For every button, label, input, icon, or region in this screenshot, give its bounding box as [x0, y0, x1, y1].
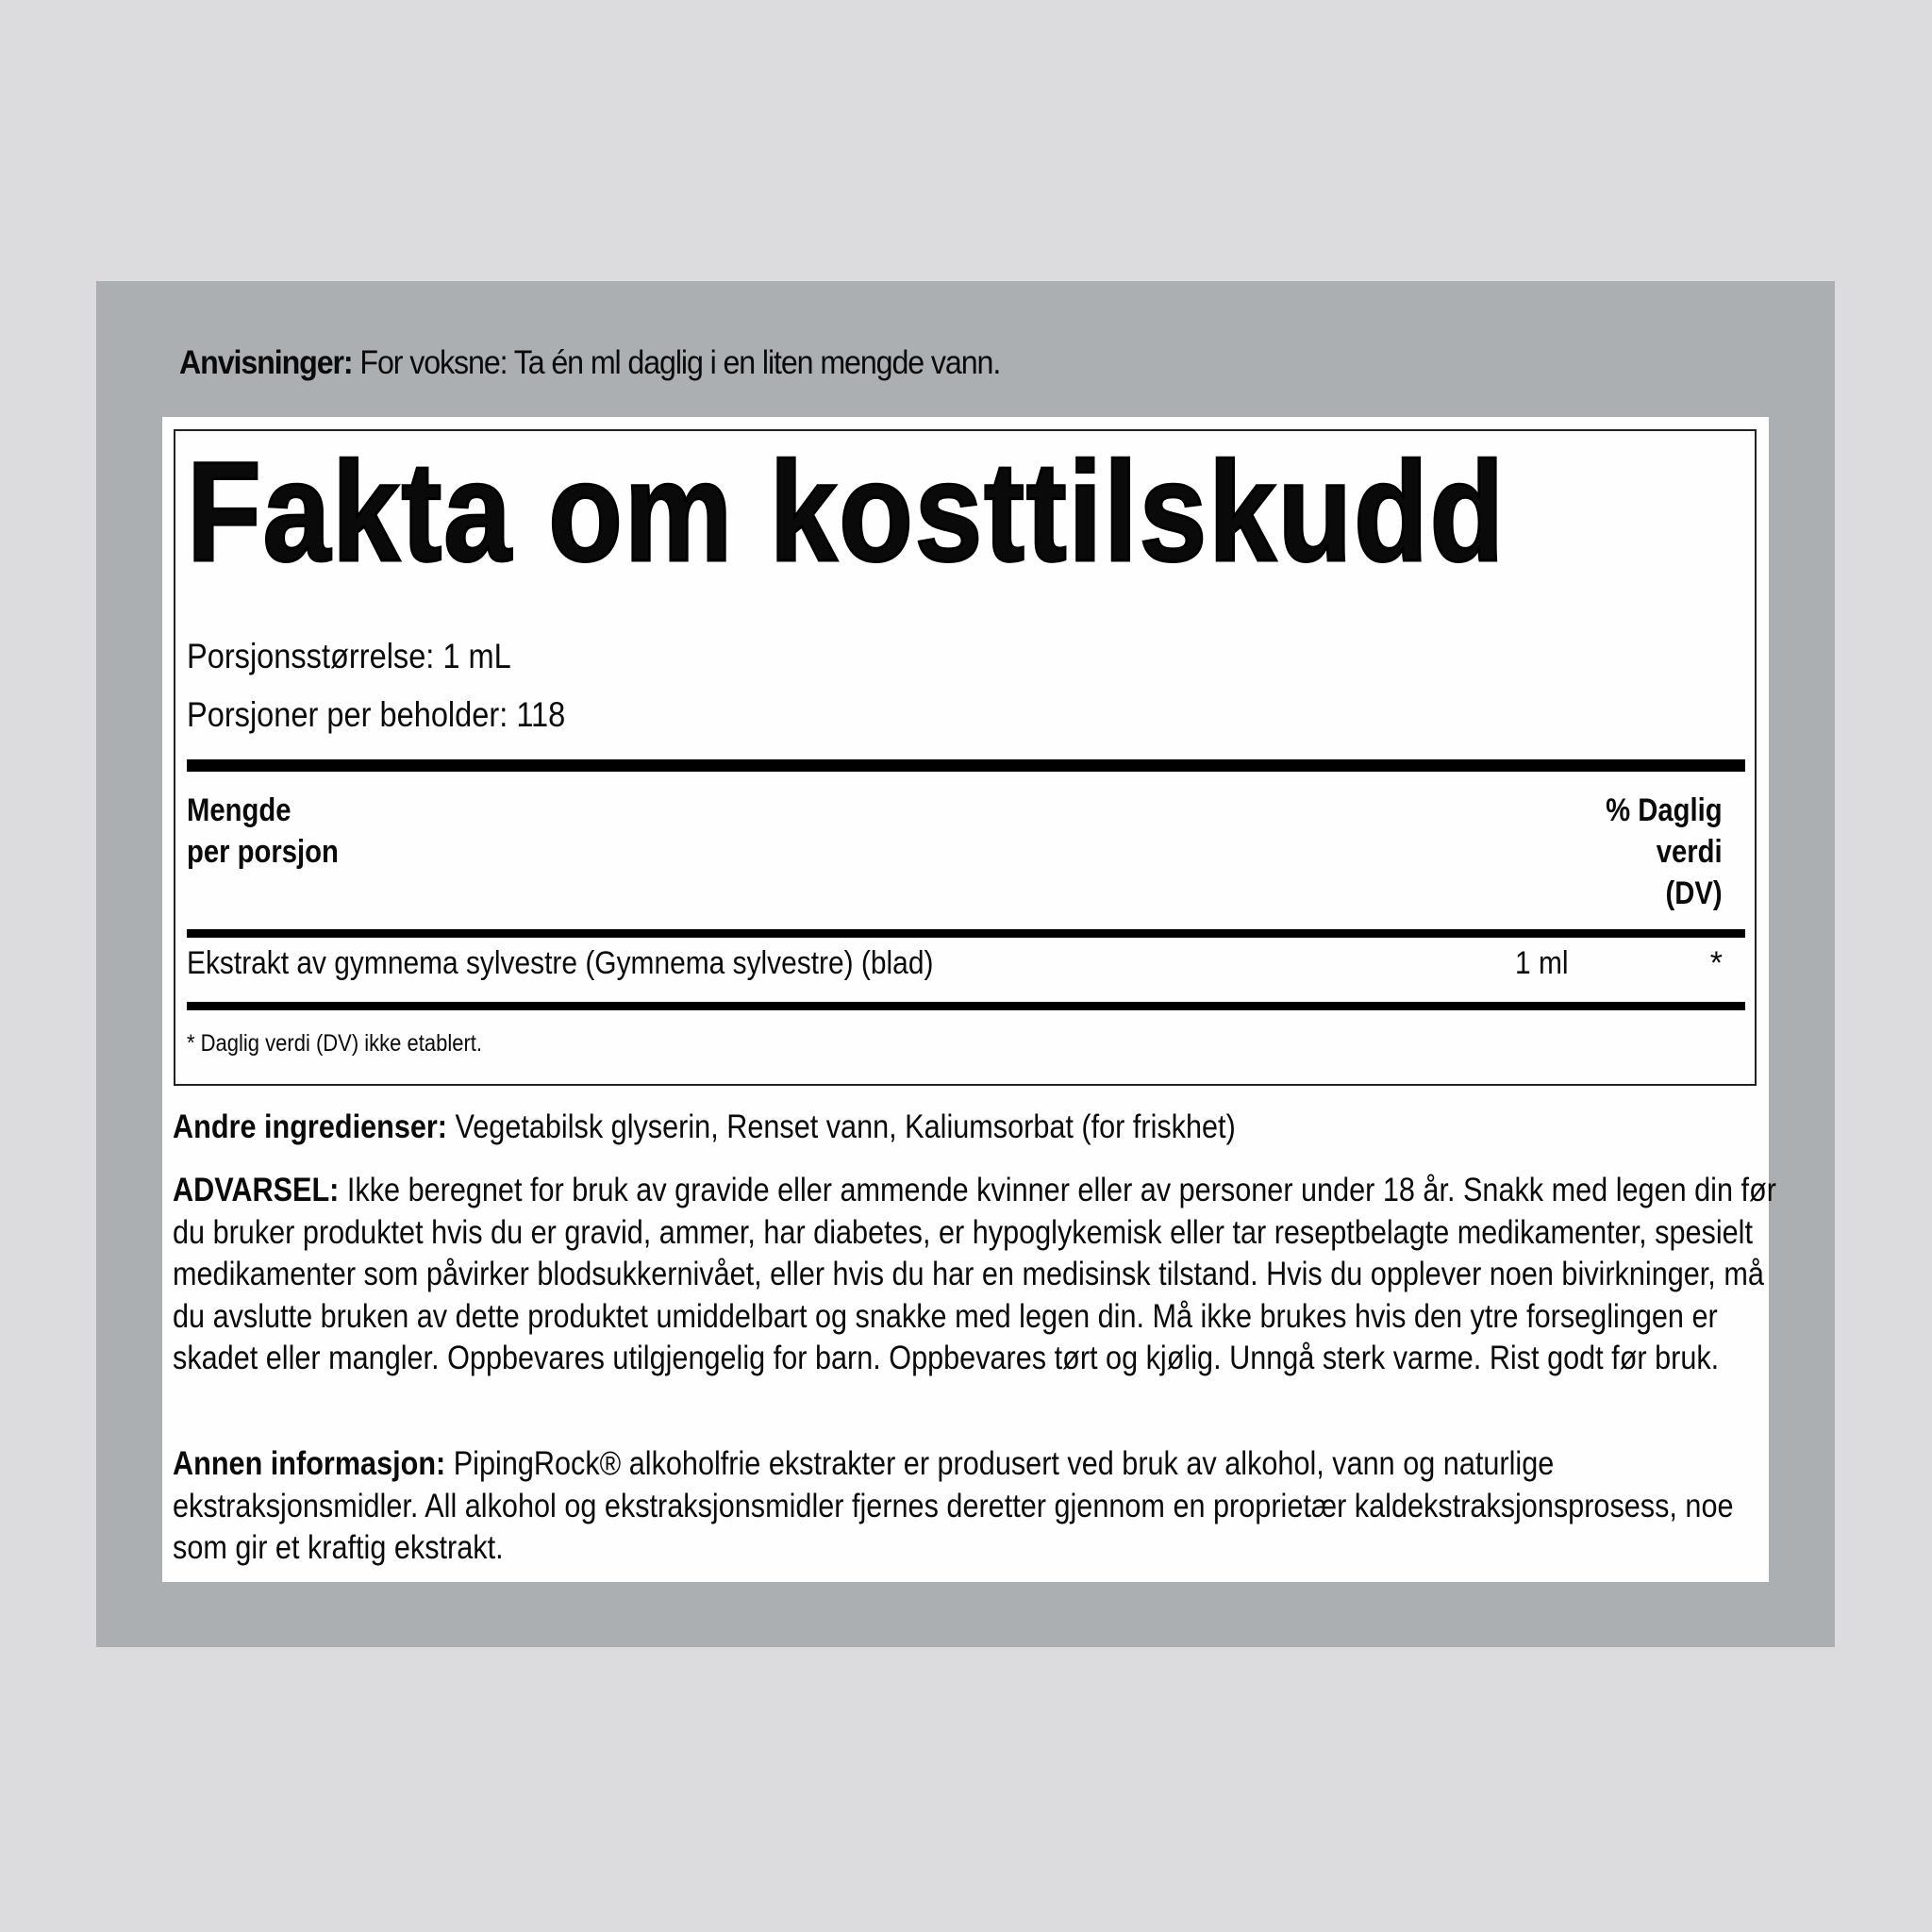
supplement-facts-box	[174, 429, 1757, 1086]
ingredient-amount: 1 ml	[1515, 945, 1569, 981]
header-right-line: (DV)	[1665, 875, 1723, 911]
facts-title: Fakta om kosttilskudd	[187, 432, 1507, 591]
other-info-text: PipingRock® alkoholfrie ekstrakter er produsert ved bruk av alkohol, vann og naturlige ekstraksjonsmidler. All alkohol og ekstraksjonsmidler fjernes deretter gjennom en proprietær kaldekstraksjonsprosess, noe som gir et kraftig ekstrakt.	[173, 1445, 1734, 1566]
directions-label: Anvisninger:	[179, 344, 353, 381]
serving-size: Porsjonsstørrelse: 1 mL	[187, 637, 511, 675]
daily-value-header	[1607, 790, 1723, 914]
thick-divider	[187, 759, 1745, 772]
other-ingredients	[173, 1107, 1767, 1149]
warning	[173, 1170, 1776, 1380]
header-left-line: per porsjon	[187, 834, 339, 870]
other-information	[173, 1443, 1767, 1570]
row-divider	[187, 1002, 1745, 1010]
header-divider	[187, 929, 1745, 938]
servings-per-container: Porsjoner per beholder: 118	[187, 695, 566, 734]
header-left-line: Mengde	[187, 792, 291, 828]
dv-footnote: * Daglig verdi (DV) ikke etablert.	[187, 1030, 483, 1057]
ingredient-dv: *	[1709, 945, 1723, 981]
warning-text: Ikke beregnet for bruk av gravide eller ammende kvinner eller av personer under 18 år. Snakk med legen din før du bruker produktet hvis du er gravid, ammer, har diabetes, er hypoglykemisk eller tar reseptbelagte medikamenter, spesielt medikamenter som påvirker blodsukkernivået, eller hvis du har en medisinsk tilstand. Hvis du opplever noen bivirkninger, må du avslutte bruken av dette produktet umiddelbart og snakke med legen din. Må ikke brukes hvis den ytre forseglingen er skadet eller mangler. Oppbevares utilgjengelig for barn. Oppbevares tørt og kjølig. Unngå sterk varme. Rist godt før bruk.	[173, 1172, 1776, 1376]
other-ingredients-label: Andre ingredienser:	[173, 1108, 448, 1145]
header-right-line: % Daglig	[1606, 792, 1723, 828]
header-right-line: verdi	[1657, 834, 1723, 870]
directions	[179, 344, 1000, 382]
amount-per-serving-header	[187, 790, 339, 873]
other-ingredients-text: Vegetabilsk glyserin, Renset vann, Kaliumsorbat (for friskhet)	[447, 1108, 1236, 1145]
ingredient-name: Ekstrakt av gymnema sylvestre (Gymnema sylvestre) (blad)	[187, 945, 934, 981]
directions-text: For voksne: Ta én ml daglig i en liten mengde vann.	[352, 344, 1001, 381]
other-info-label: Annen informasjon:	[173, 1445, 446, 1482]
warning-label: ADVARSEL:	[173, 1172, 340, 1208]
